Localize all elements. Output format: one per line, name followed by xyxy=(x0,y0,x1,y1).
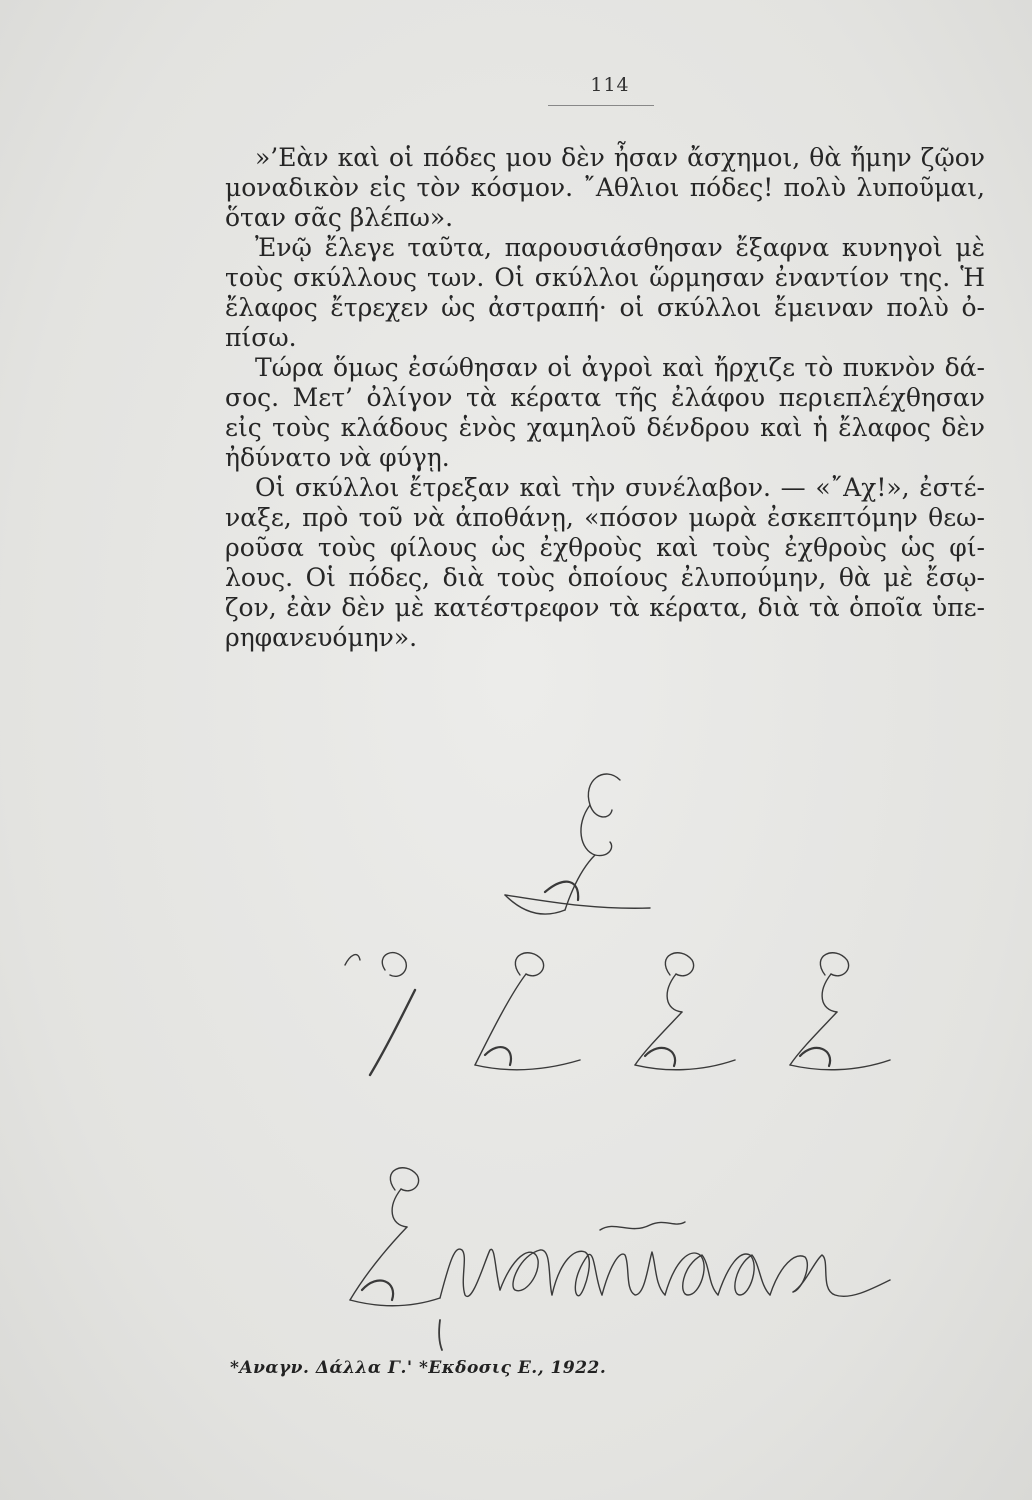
calligraphy-top-letter xyxy=(505,774,650,914)
calligraphy-middle-letters xyxy=(345,953,890,1075)
calligraphy-drawing xyxy=(290,760,970,1350)
text-line: τοὺς σκύλλους των. Οἱ σκύλλοι ὥρμησαν ἐναντίον της. Ἡ xyxy=(225,263,985,292)
text-line: ναξε, πρὸ τοῦ νὰ ἀποθάνῃ, «πόσον μωρὰ ἐσκεπτόμην θεω- xyxy=(225,503,985,532)
calligraphic-inscription xyxy=(290,760,970,1350)
text-line: σος. Μετ’ ὀλίγον τὰ κέρατα τῆς ἐλάφου περιεπλέχθησαν xyxy=(225,383,985,412)
text-line: ζον, ἐὰν δὲν μὲ κατέστρεφον τὰ κέρατα, διὰ τὰ ὁποῖα ὑπε- xyxy=(225,593,985,622)
text-line: ρηφανευόμην». xyxy=(225,623,418,652)
text-line: μοναδικὸν εἰς τὸν κόσμον. ῎Αθλιοι πόδες! πολὺ λυποῦμαι, xyxy=(225,173,985,202)
page-number-rule xyxy=(548,105,654,106)
text-line: ροῦσα τοὺς φίλους ὡς ἐχθροὺς καὶ τοὺς ἐχθροὺς ὡς φί- xyxy=(225,533,985,562)
text-line: »’Εὰν καὶ οἱ πόδες μου δὲν ἦσαν ἄσχημοι, θὰ ἤμην ζῷον xyxy=(255,143,985,172)
text-line: ἔλαφος ἔτρεχεν ὡς ἀστραπή· οἱ σκύλλοι ἔμειναν πολὺ ὀ- xyxy=(225,293,985,322)
text-line: Οἱ σκύλλοι ἔτρεξαν καὶ τὴν συνέλαβον. — «῎Αχ!», ἐστέ- xyxy=(255,473,985,502)
body-text xyxy=(225,143,985,653)
text-line: ὅταν σᾶς βλέπω». xyxy=(225,203,454,232)
text-line: πίσω. xyxy=(225,323,297,352)
text-line: εἰς τοὺς κλάδους ἑνὸς χαμηλοῦ δένδρου καὶ ἡ ἔλαφος δὲν xyxy=(225,413,985,442)
page-number: 114 xyxy=(590,74,630,96)
footer-citation: *Αναγν. Δάλλα Γ.' *Εκδοσις Ε., 1922. xyxy=(230,1358,607,1378)
text-line: ἠδύνατο νὰ φύγῃ. xyxy=(225,443,450,472)
text-line: Τώρα ὅμως ἐσώθησαν οἱ ἀγροὶ καὶ ἤρχιζε τὸ πυκνὸν δά- xyxy=(255,353,985,382)
calligraphy-bottom-word xyxy=(350,1168,890,1350)
text-line: λους. Οἱ πόδες, διὰ τοὺς ὁποίους ἐλυπούμην, θὰ μὲ ἔσῳ- xyxy=(225,563,985,592)
text-line: Ἐνῷ ἔλεγε ταῦτα, παρουσιάσθησαν ἔξαφνα κυνηγοὶ μὲ xyxy=(255,233,985,262)
